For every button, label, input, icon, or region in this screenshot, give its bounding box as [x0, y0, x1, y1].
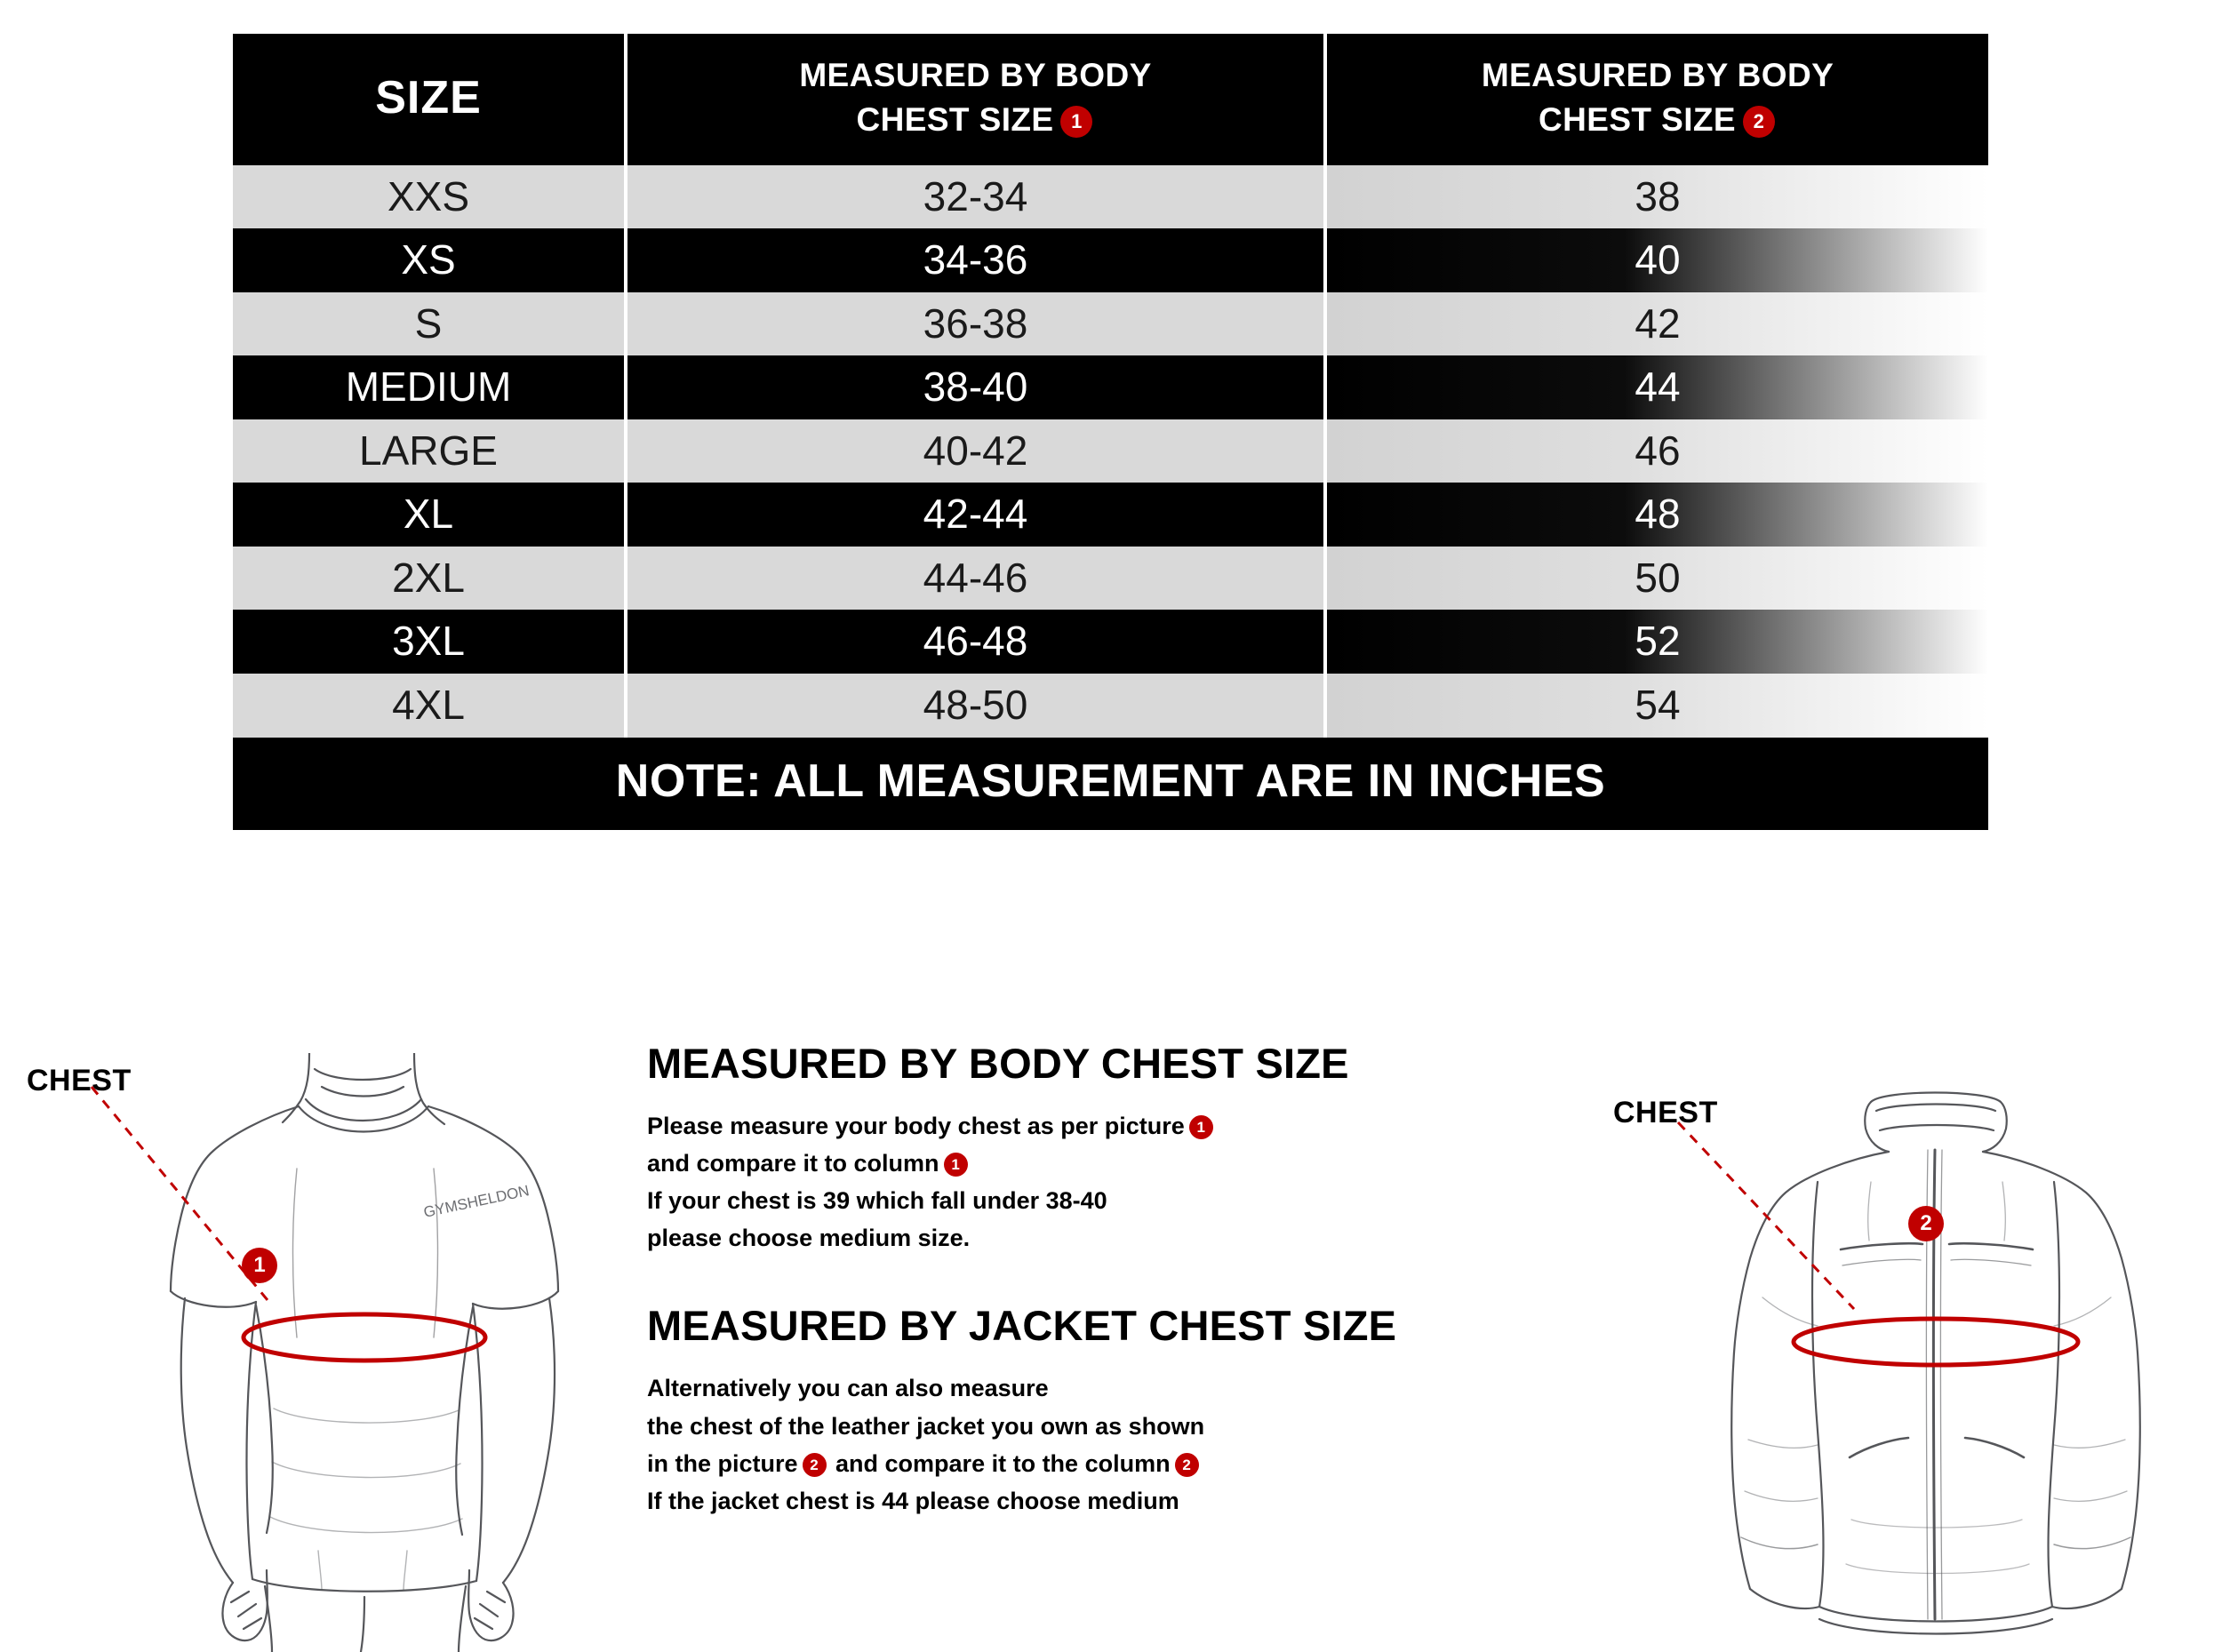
- cell-jacket-chest: 42: [1325, 292, 1988, 356]
- badge-1-inline-b: 1: [944, 1153, 968, 1177]
- instructions-text: [647, 1026, 1616, 1520]
- tshirt-brand-text: GYMSHELDON: [421, 1182, 532, 1221]
- chest-label-jacket: CHEST: [1613, 1096, 1718, 1129]
- cell-jacket-chest: 44: [1325, 355, 1988, 419]
- cell-size: 2XL: [233, 547, 626, 611]
- table-row: [233, 165, 1988, 229]
- badge-2-jacket: 2: [1908, 1206, 1944, 1241]
- jacket-para-line3b: and compare it to the column: [835, 1449, 1171, 1477]
- cell-body-chest: 34-36: [626, 228, 1325, 292]
- badge-2-header: 2: [1743, 106, 1775, 138]
- cell-jacket-chest: 38: [1325, 165, 1988, 229]
- table-row: [233, 674, 1988, 738]
- cell-jacket-chest: 54: [1325, 674, 1988, 738]
- table-row: [233, 292, 1988, 356]
- jacket-para-line2: the chest of the leather jacket you own as shown: [647, 1412, 1205, 1440]
- body-para-line4: please choose medium size.: [647, 1225, 971, 1252]
- badge-1-tshirt: 1: [242, 1248, 277, 1283]
- header-body-chest-line2: CHEST SIZE: [856, 100, 1054, 138]
- table-row: [233, 610, 1988, 674]
- badge-1-header: 1: [1060, 106, 1092, 138]
- table-row: [233, 547, 1988, 611]
- cell-size: 3XL: [233, 610, 626, 674]
- cell-size: XS: [233, 228, 626, 292]
- cell-body-chest: 44-46: [626, 547, 1325, 611]
- cell-body-chest: 32-34: [626, 165, 1325, 229]
- cell-size: XL: [233, 483, 626, 547]
- header-jacket-chest-line1: MEASURED BY BODY: [1481, 57, 1834, 93]
- cell-jacket-chest: 48: [1325, 483, 1988, 547]
- badge-2-inline-a: 2: [803, 1453, 827, 1477]
- table-row: [233, 483, 1988, 547]
- cell-size: MEDIUM: [233, 355, 626, 419]
- table-row: [233, 228, 1988, 292]
- cell-body-chest: 38-40: [626, 355, 1325, 419]
- jacket-chest-instructions: [647, 1369, 1616, 1519]
- cell-size: S: [233, 292, 626, 356]
- cell-jacket-chest: 50: [1325, 547, 1988, 611]
- chest-pointer-line-left: [84, 1080, 289, 1311]
- body-para-line1: Please measure your body chest as per picture: [647, 1113, 1185, 1139]
- instructions-section: [0, 1026, 2222, 1652]
- chest-label-tshirt: CHEST: [27, 1064, 132, 1097]
- cell-size: XXS: [233, 165, 626, 229]
- body-para-line3: If your chest is 39 which fall under 38-40: [647, 1187, 1107, 1215]
- header-size: SIZE: [233, 34, 626, 165]
- header-jacket-chest: [1325, 34, 1988, 165]
- cell-jacket-chest: 46: [1325, 419, 1988, 483]
- table-row: [233, 355, 1988, 419]
- cell-body-chest: 42-44: [626, 483, 1325, 547]
- body-para-line2: and compare it to column: [647, 1150, 939, 1177]
- badge-2-inline-b: 2: [1175, 1453, 1199, 1477]
- measurement-note: NOTE: ALL MEASUREMENT ARE IN INCHES: [233, 738, 1988, 830]
- cell-body-chest: 40-42: [626, 419, 1325, 483]
- cell-body-chest: 48-50: [626, 674, 1325, 738]
- cell-body-chest: 36-38: [626, 292, 1325, 356]
- jacket-para-line4: If the jacket chest is 44 please choose medium: [647, 1487, 1179, 1514]
- table-header-row: [233, 34, 1988, 165]
- size-chart-table: [233, 34, 1988, 830]
- body-chest-instructions: [647, 1107, 1616, 1257]
- heading-jacket-chest: MEASURED BY JACKET CHEST SIZE: [647, 1302, 1397, 1350]
- badge-1-inline-a: 1: [1189, 1115, 1213, 1139]
- header-body-chest-line1: MEASURED BY BODY: [799, 57, 1152, 93]
- jacket-para-line1: Alternatively you can also measure: [647, 1375, 1049, 1402]
- chest-pointer-line-right: [1671, 1115, 1875, 1320]
- cell-body-chest: 46-48: [626, 610, 1325, 674]
- cell-size: LARGE: [233, 419, 626, 483]
- cell-jacket-chest: 52: [1325, 610, 1988, 674]
- cell-jacket-chest: 40: [1325, 228, 1988, 292]
- table-row: [233, 419, 1988, 483]
- jacket-para-line3a: in the picture: [647, 1449, 798, 1477]
- cell-size: 4XL: [233, 674, 626, 738]
- table-note-row: [233, 738, 1988, 830]
- heading-body-chest: MEASURED BY BODY CHEST SIZE: [647, 1040, 1349, 1087]
- header-jacket-chest-line2: CHEST SIZE: [1539, 100, 1736, 138]
- header-body-chest: [626, 34, 1325, 165]
